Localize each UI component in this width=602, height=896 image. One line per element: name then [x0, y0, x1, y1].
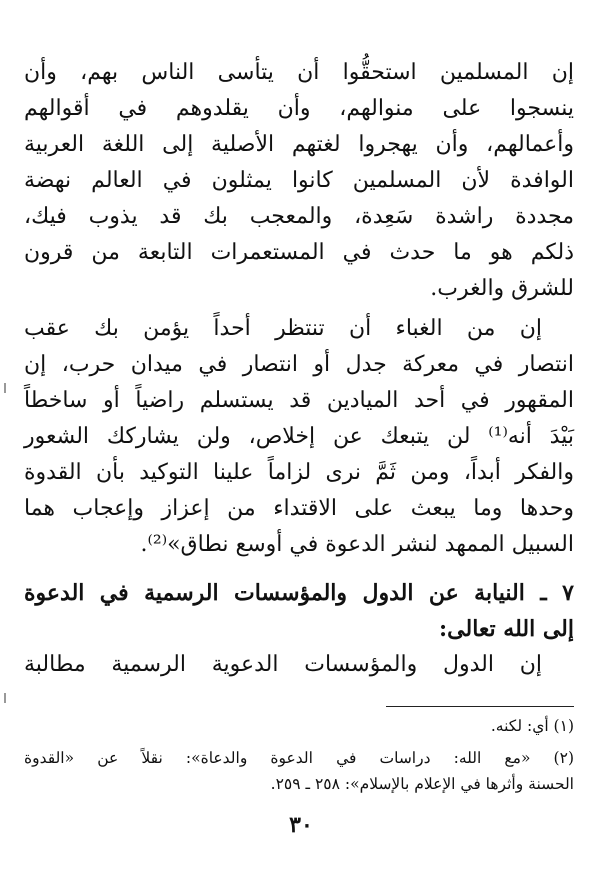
text-line: وأعمالهم، وأن يهجروا لغتهم الأصلية إلى اللغة العربية [24, 132, 574, 157]
heading-line: إلى الله تعالى: [439, 616, 574, 642]
heading-line: ٧ ـ النيابة عن الدول والمؤسسات الرسمية في الدعوة [24, 580, 574, 606]
footnote-1: (١) أي: لكنه. [490, 717, 574, 735]
text-line: الوافدة لأن المسلمين كانوا يمثلون في العالم نهضة [24, 168, 574, 193]
scan-mark [4, 383, 6, 393]
footnote-2: (٢) «مع الله: دراسات في الدعوة والدعاة»: نقلاً عن «القدوة [24, 749, 574, 767]
text-line: ذلكم هو ما حدث في المستعمرات التابعة من قرون [24, 240, 574, 265]
page-number: ٣٠ [289, 812, 313, 838]
text-line: والفكر أبداً، ومن ثَمَّ نرى لزاماً علينا التوكيد بأن القدوة [24, 460, 574, 485]
text-line: بَيْدَ أنه⁽¹⁾ لن يتبعك عن إخلاص، ولن يشاركك الشعور [24, 424, 574, 449]
text-line: المقهور في أحد الميادين قد يستسلم راضياً أو ساخطاً [24, 388, 574, 413]
text-line: إن من الغباء أن تنتظر أحداً يؤمن بك عقب [24, 316, 542, 341]
footnote-separator [386, 706, 574, 707]
scan-mark [4, 693, 6, 703]
text-line: وحدها وما يبعث على الاقتداء من إعزاز وإعجاب هما [24, 496, 574, 521]
text-line: انتصار في معركة جدل أو انتصار في ميدان حرب، إن [24, 352, 574, 377]
text-line: ينسجوا على منوالهم، وأن يقلدوهم في أقوالهم [24, 96, 574, 121]
text-line: مجددة راشدة سَعِدة، والمعجب بك قد يذوب فيك، [24, 204, 574, 229]
text-line: إن الدول والمؤسسات الدعوية الرسمية مطالبة [24, 652, 542, 677]
text-line: إن المسلمين استحقُّوا أن يتأسى الناس بهم، وأن [24, 60, 574, 85]
text-line: للشرق والغرب. [430, 276, 574, 301]
text-line: السبيل الممهد لنشر الدعوة في أوسع نطاق»⁽²⁾. [140, 532, 574, 557]
footnote-2-continued: الحسنة وأثرها في الإعلام بالإسلام»: ٢٥٨ ـ ٢٥٩. [270, 775, 574, 793]
